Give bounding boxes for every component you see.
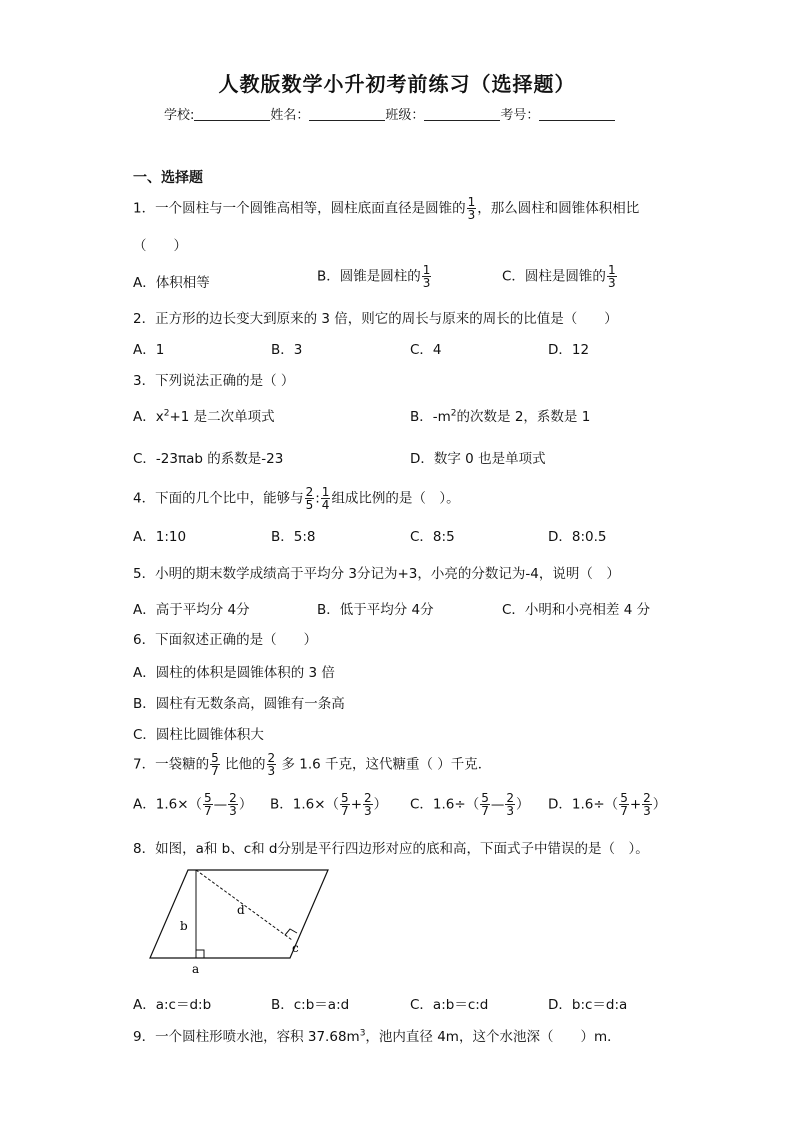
q7a-pre: A．1.6×（	[133, 796, 203, 813]
q3-option-c[interactable]: C．-23πab 的系数是-23	[133, 451, 284, 467]
parallelogram-figure	[140, 862, 340, 977]
q7d-f2n: 2	[643, 791, 651, 805]
q3b-pre: B．-m	[410, 409, 451, 425]
id-label: 考号：	[500, 108, 540, 123]
q7b-f1d: 7	[341, 804, 349, 818]
q3-option-b[interactable]	[410, 405, 590, 425]
q7a-f2	[228, 792, 238, 817]
q1-option-b[interactable]	[317, 264, 432, 289]
q4-fraction-2	[321, 486, 331, 511]
q3b-post: 的次数是 2，系数是 1	[456, 409, 591, 425]
class-blank[interactable]	[424, 108, 500, 121]
q4-option-a[interactable]: A．1:10	[133, 529, 187, 545]
q4-f1-num: 2	[305, 485, 314, 499]
question-5-stem: 5．小明的期末数学成绩高于平均分 3分记为+3，小亮的分数记为-4，说明（ ）	[133, 566, 620, 582]
q6-option-a[interactable]: A．圆柱的体积是圆锥体积的 3 倍	[133, 665, 335, 681]
q7-text-b: 比他的	[220, 756, 266, 773]
q7d-pre: D．1.6÷（	[548, 796, 619, 813]
q7-fraction-1	[210, 752, 220, 777]
q7-option-c[interactable]	[410, 792, 530, 817]
q1-option-b-text: B．圆锥是圆柱的	[317, 268, 421, 285]
q1-frac-den: 3	[467, 208, 476, 222]
q4-text-a: 4．下面的几个比中，能够与	[133, 490, 304, 507]
q7d-f1	[619, 792, 629, 817]
q1c-num: 1	[607, 263, 616, 277]
q2-option-a[interactable]: A．1	[133, 342, 165, 358]
question-7-stem	[133, 752, 491, 777]
q7d-f1d: 7	[620, 804, 628, 818]
q3b-sup: 2	[450, 408, 457, 419]
q9-sup: 3	[359, 1028, 366, 1039]
section-title: 一、选择题	[133, 170, 203, 186]
q1-text-a: 1．一个圆柱与一个圆锥高相等，圆柱底面直径是圆锥的	[133, 200, 466, 217]
q4-f2-num: 1	[321, 485, 330, 499]
q7b-f2	[363, 792, 373, 817]
q7a-f2n: 2	[229, 791, 237, 805]
q4-colon: :	[315, 490, 320, 507]
q1b-den: 3	[422, 276, 431, 290]
question-2-stem: 2．正方形的边长变大到原来的 3 倍，则它的周长与原来的周长的比值是（ ）	[133, 311, 618, 327]
q9-text-a: 9．一个圆柱形喷水池，容积 37.68m	[133, 1029, 360, 1045]
label-d: d	[237, 903, 245, 917]
right-angle-mark-b	[196, 950, 204, 958]
question-4-stem	[133, 486, 460, 511]
q3-option-d[interactable]: D．数字 0 也是单项式	[410, 451, 546, 467]
q7d-f2	[642, 792, 652, 817]
q1-option-c-text: C．圆柱是圆锥的	[502, 268, 606, 285]
question-3-stem: 3．下列说法正确的是（ ）	[133, 373, 295, 389]
q7-text-c: 多 1.6 千克，这代糖重（ ）千克．	[277, 756, 492, 773]
q7c-f1d: 7	[481, 804, 489, 818]
q4-f2-den: 4	[321, 498, 330, 512]
name-label: 姓名：	[270, 108, 310, 123]
q1-frac-num: 1	[467, 195, 476, 209]
q5-option-c[interactable]: C．小明和小亮相差 4 分	[502, 602, 651, 618]
question-9-stem	[133, 1025, 621, 1045]
q7-f1-num: 5	[211, 751, 219, 765]
question-8-stem: 8．如图，a和 b、c和 d分别是平行四边形对应的底和高，下面式子中错误的是（ ）。	[133, 841, 649, 857]
q7d-f2d: 3	[643, 804, 651, 818]
q3a-sup: 2	[163, 408, 170, 419]
name-blank[interactable]	[309, 108, 385, 121]
student-info-line	[164, 104, 615, 123]
q4-option-b[interactable]: B．5:8	[271, 529, 316, 545]
q7a-post: ）	[238, 796, 253, 813]
q7b-pre: B．1.6×（	[270, 796, 340, 813]
q1b-num: 1	[422, 263, 431, 277]
q8-option-d[interactable]: D．b:c＝d:a	[548, 997, 628, 1013]
q7d-op: +	[629, 796, 642, 813]
q1-option-b-fraction	[422, 264, 432, 289]
q7c-f2n: 2	[506, 791, 514, 805]
q8-option-c[interactable]: C．a:b＝c:d	[410, 997, 489, 1013]
q7a-f1n: 5	[204, 791, 212, 805]
q3a-post: +1 是二次单项式	[169, 409, 275, 425]
q7-fraction-2	[267, 752, 277, 777]
q6-option-c[interactable]: C．圆柱比圆锥体积大	[133, 727, 264, 743]
q7c-f1	[480, 792, 490, 817]
q7-text-a: 7．一袋糖的	[133, 756, 210, 773]
school-blank[interactable]	[194, 108, 270, 121]
q7-option-d[interactable]	[548, 792, 666, 817]
q7d-f1n: 5	[620, 791, 628, 805]
q3a-pre: A．x	[133, 409, 164, 425]
question-6-stem: 6．下面叙述正确的是（ ）	[133, 632, 318, 648]
q7b-f2d: 3	[364, 804, 372, 818]
q1-option-c-fraction	[607, 264, 617, 289]
q7c-f2	[505, 792, 515, 817]
q4-f1-den: 5	[305, 498, 314, 512]
q7c-op: —	[490, 796, 505, 813]
q7c-pre: C．1.6÷（	[410, 796, 480, 813]
q2-option-b[interactable]: B．3	[271, 342, 303, 358]
q7-f1-den: 7	[211, 764, 219, 778]
label-c: c	[292, 941, 299, 955]
q7c-f1n: 5	[481, 791, 489, 805]
q1-option-c[interactable]	[502, 264, 618, 289]
q7b-f1n: 5	[341, 791, 349, 805]
q8-option-a[interactable]: A．a:c＝d:b	[133, 997, 212, 1013]
page-title: 人教版数学小升初考前练习（选择题）	[218, 72, 576, 96]
q1-paren: （ ）	[133, 238, 187, 254]
q7b-op: +	[350, 796, 362, 813]
q7d-post: ）	[652, 796, 667, 813]
q7a-f2d: 3	[229, 804, 237, 818]
q7b-f1	[340, 792, 350, 817]
q7b-f2n: 2	[364, 791, 372, 805]
q2-option-d[interactable]: D．12	[548, 342, 590, 358]
q1-option-a[interactable]: A．体积相等	[133, 275, 210, 291]
q7c-post: ）	[516, 796, 530, 813]
q4-option-c[interactable]: C．8:5	[410, 529, 455, 545]
q7a-f1	[203, 792, 213, 817]
q7-f2-den: 3	[267, 764, 276, 778]
class-label: 班级：	[385, 108, 425, 123]
q2-option-c[interactable]: C．4	[410, 342, 442, 358]
q3-option-a[interactable]	[133, 405, 275, 425]
q4-fraction-1	[305, 486, 315, 511]
id-blank[interactable]	[539, 108, 615, 121]
label-a: a	[192, 962, 200, 976]
q7-f2-num: 2	[267, 751, 276, 765]
q4-text-b: 组成比例的是（ ）。	[331, 490, 460, 507]
q5-option-a[interactable]: A．高于平均分 4分	[133, 602, 250, 618]
q6-option-b[interactable]: B．圆柱有无数条高，圆锥有一条高	[133, 696, 345, 712]
q7a-op: —	[213, 796, 228, 813]
q1c-den: 3	[607, 276, 616, 290]
q5-option-b[interactable]: B．低于平均分 4分	[317, 602, 434, 618]
q7a-f1d: 7	[204, 804, 212, 818]
q4-option-d[interactable]: D．8:0.5	[548, 529, 607, 545]
q7-option-b[interactable]	[270, 792, 387, 817]
q9-text-b: ，池内直径 4m，这个水池深（ ）m．	[365, 1029, 621, 1045]
question-1-stem	[133, 196, 639, 221]
school-label: 学校:	[164, 108, 195, 123]
q7b-post: ）	[373, 796, 388, 813]
q1-fraction	[467, 196, 477, 221]
q7c-f2d: 3	[506, 804, 514, 818]
q1-text-b: ，那么圆柱和圆锥体积相比	[477, 200, 640, 217]
right-angle-mark-d	[285, 929, 297, 935]
q7-option-a[interactable]	[133, 792, 252, 817]
label-b: b	[180, 919, 188, 933]
q8-option-b[interactable]: B．c:b＝a:d	[271, 997, 350, 1013]
